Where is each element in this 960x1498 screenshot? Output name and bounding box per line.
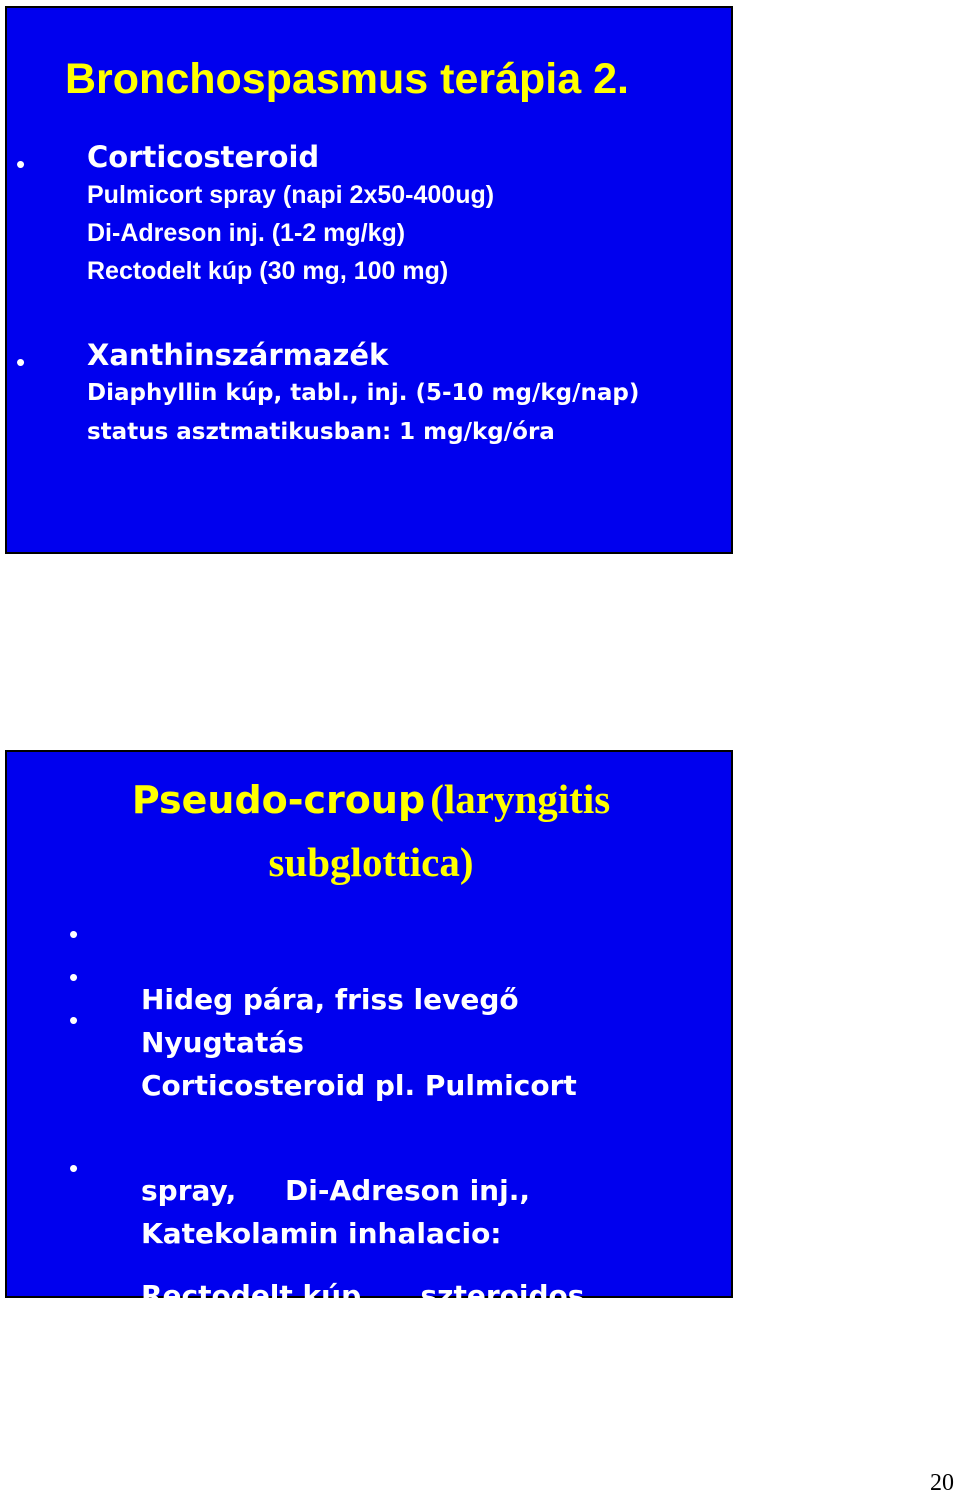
slide1-title: Bronchospasmus terápia 2. bbox=[65, 55, 629, 103]
item-line: Katekolamin inhalacio: bbox=[141, 1217, 502, 1250]
item-line: Diaphyllin kúp, tabl., inj. (5-10 mg/kg/nap) bbox=[87, 380, 640, 406]
bullet-icon: • bbox=[69, 1153, 79, 1183]
item-line: status asztmatikusban: 1 mg/kg/óra bbox=[87, 419, 555, 445]
item-heading: Corticosteroid bbox=[87, 140, 320, 174]
list-item bbox=[141, 1146, 594, 1426]
bullet-icon: • bbox=[69, 962, 79, 992]
bullet-icon: • bbox=[16, 347, 26, 377]
item-line: Di-Adreson inj. (1-2 mg/kg) bbox=[87, 219, 406, 247]
title-main: Pseudo-croup bbox=[131, 778, 426, 822]
title-paren-1: (laryngitis bbox=[430, 776, 611, 822]
item-line: inhaláció bbox=[141, 1384, 284, 1417]
bullet-icon: • bbox=[69, 919, 79, 949]
item-line: Rectodelt kúp, szteroidos bbox=[141, 1279, 585, 1312]
slide-pseudo-croup bbox=[5, 750, 733, 1417]
item-line: Hideg pára, friss levegő bbox=[141, 983, 519, 1016]
item-line: Pulmicort spray (napi 2x50-400ug) bbox=[87, 181, 495, 209]
item-heading: Xanthinszármazék bbox=[87, 338, 389, 372]
list-item-xanthinszarmazek bbox=[87, 336, 639, 452]
slide2-title bbox=[7, 772, 735, 898]
slide-bronchospasmus bbox=[5, 6, 733, 554]
item-line: Corticosteroid pl. Pulmicort bbox=[141, 1069, 577, 1102]
item-line: Micronephrin (adrenalin) bbox=[141, 1322, 594, 1355]
bullet-icon: • bbox=[16, 149, 26, 179]
item-line: Rectodelt kúp (30 mg, 100 mg) bbox=[87, 257, 449, 285]
page-number: 20 bbox=[930, 1470, 954, 1496]
item-line: spray, Di-Adreson inj., bbox=[141, 1174, 530, 1207]
item-line: Nyugtatás bbox=[141, 1026, 304, 1059]
list-item-corticosteroid bbox=[87, 138, 494, 290]
bullet-icon: • bbox=[69, 1005, 79, 1035]
title-paren-2: subglottica) bbox=[268, 839, 474, 885]
